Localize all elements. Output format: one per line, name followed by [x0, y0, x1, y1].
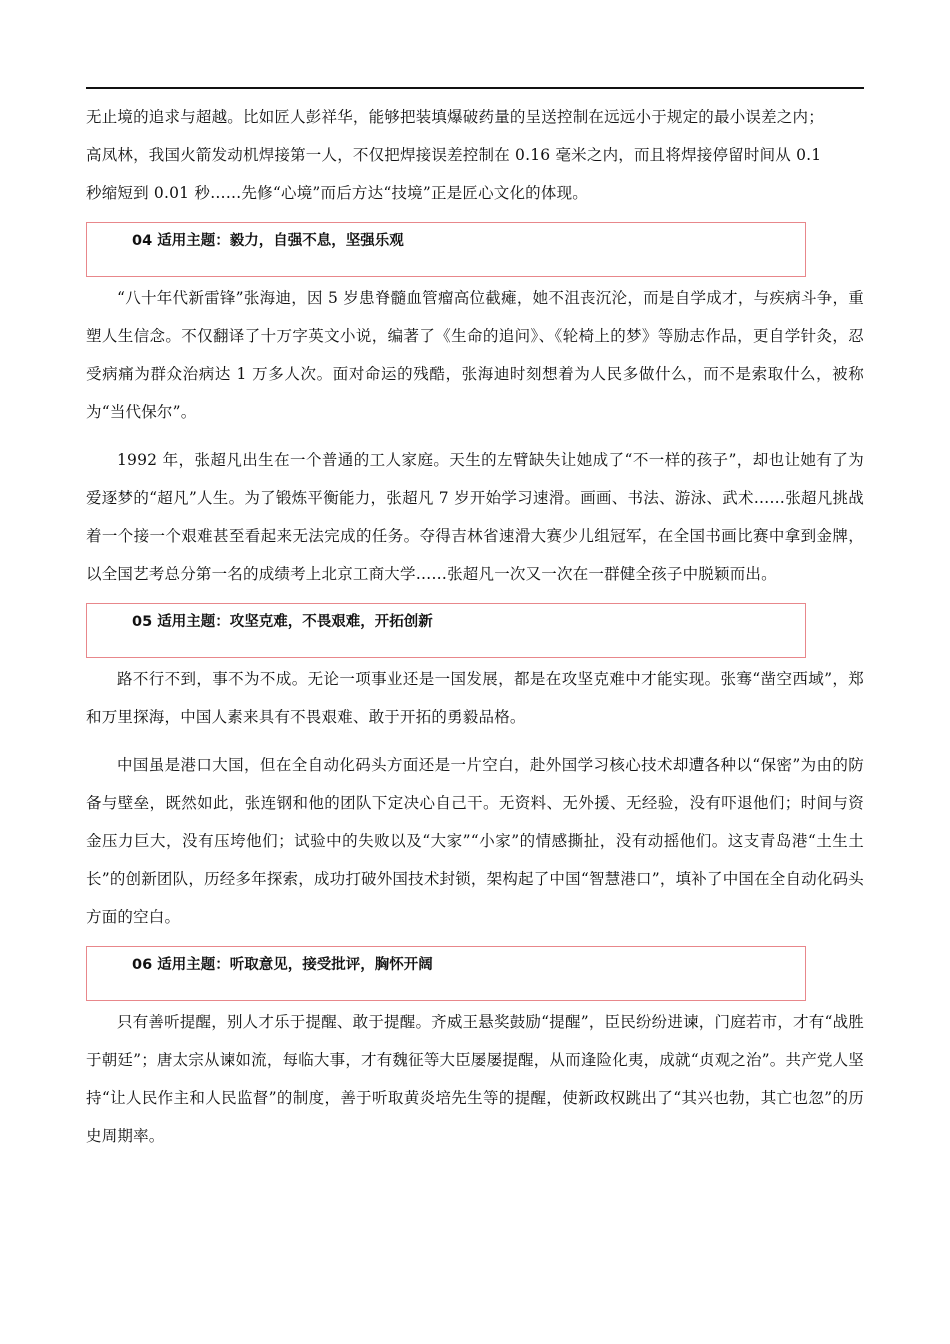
intro-paragraph: [86, 98, 864, 212]
intro-line: 秒缩短到 0.01 秒……先修“心境”而后方达“技境”正是匠心文化的体现。: [86, 184, 588, 202]
topic-box-04: [86, 222, 806, 277]
section-06-paragraph-1: 只有善听提醒，别人才乐于提醒、敢于提醒。齐威王悬奖鼓励“提醒”，臣民纷纷进谏，门庭若市，才有“战胜于朝廷”；唐太宗从谏如流，每临大事，才有魏征等大臣屡屡提醒，从而逢险化夷，成就“贞观之治”。共产党人坚持“让人民作主和人民监督”的制度，善于听取黄炎培先生等的提醒，使新政权跳出了“其兴也勃，其亡也忽”的历史周期率。: [86, 1013, 864, 1145]
topic-title-06: 06 适用主题：听取意见，接受批评，胸怀开阔: [132, 957, 433, 973]
section-05-paragraph-2: 中国虽是港口大国，但在全自动化码头方面还是一片空白，赴外国学习核心技术却遭各种以“保密”为由的防备与壁垒，既然如此，张连钢和他的团队下定决心自己干。无资料、无外援、无经验，没有吓退他们；时间与资金压力巨大，没有压垮他们；试验中的失败以及“大家”“小家”的情感撕扯，没有动摇他们。这支青岛港“土生土长”的创新团队，历经多年探索，成功打破外国技术封锁，架构起了中国“智慧港口”，填补了中国在全自动化码头方面的空白。: [86, 756, 864, 926]
section-04-paragraph-1: “八十年代新雷锋”张海迪，因 5 岁患脊髓血管瘤高位截瘫，她不沮丧沉沦，而是自学成才，与疾病斗争，重塑人生信念。不仅翻译了十万字英文小说，编著了《生命的追问》、《轮椅上的梦》等励志作品，更自学针灸，忍受病痛为群众治病达 1 万多人次。面对命运的残酷，张海迪时刻想着为人民多做什么，而不是索取什么，被称为“当代保尔”。: [86, 289, 864, 421]
header-rule: [86, 87, 864, 89]
topic-box-05: [86, 603, 806, 658]
section-04-paragraph-2: 1992 年，张超凡出生在一个普通的工人家庭。天生的左臂缺失让她成了“不一样的孩子”，却也让她有了为爱逐梦的“超凡”人生。为了锻炼平衡能力，张超凡 7 岁开始学习速滑。画画、书法、游泳、武术……张超凡挑战着一个接一个艰难甚至看起来无法完成的任务。夺得吉林省速滑大赛少儿组冠军，在全国书画比赛中拿到金牌，以全国艺考总分第一名的成绩考上北京工商大学……张超凡一次又一次在一群健全孩子中脱颖而出。: [86, 451, 864, 583]
topic-title-04: 04 适用主题：毅力，自强不息，坚强乐观: [132, 233, 404, 249]
section-05-paragraph-1: 路不行不到，事不为不成。无论一项事业还是一国发展，都是在攻坚克难中才能实现。张骞“凿空西域”，郑和万里探海，中国人素来具有不畏艰难、敢于开拓的勇毅品格。: [86, 670, 864, 726]
intro-line: 高凤林，我国火箭发动机焊接第一人，不仅把焊接误差控制在 0.16 毫米之内，而且将焊接停留时间从 0.1: [86, 146, 822, 164]
topic-title-05: 05 适用主题：攻坚克难，不畏艰难，开拓创新: [132, 614, 433, 630]
intro-line: 无止境的追求与超越。比如匠人彭祥华，能够把装填爆破药量的呈送控制在远远小于规定的最小误差之内；: [86, 108, 824, 126]
document-body: [86, 98, 864, 1155]
topic-box-06: [86, 946, 806, 1001]
